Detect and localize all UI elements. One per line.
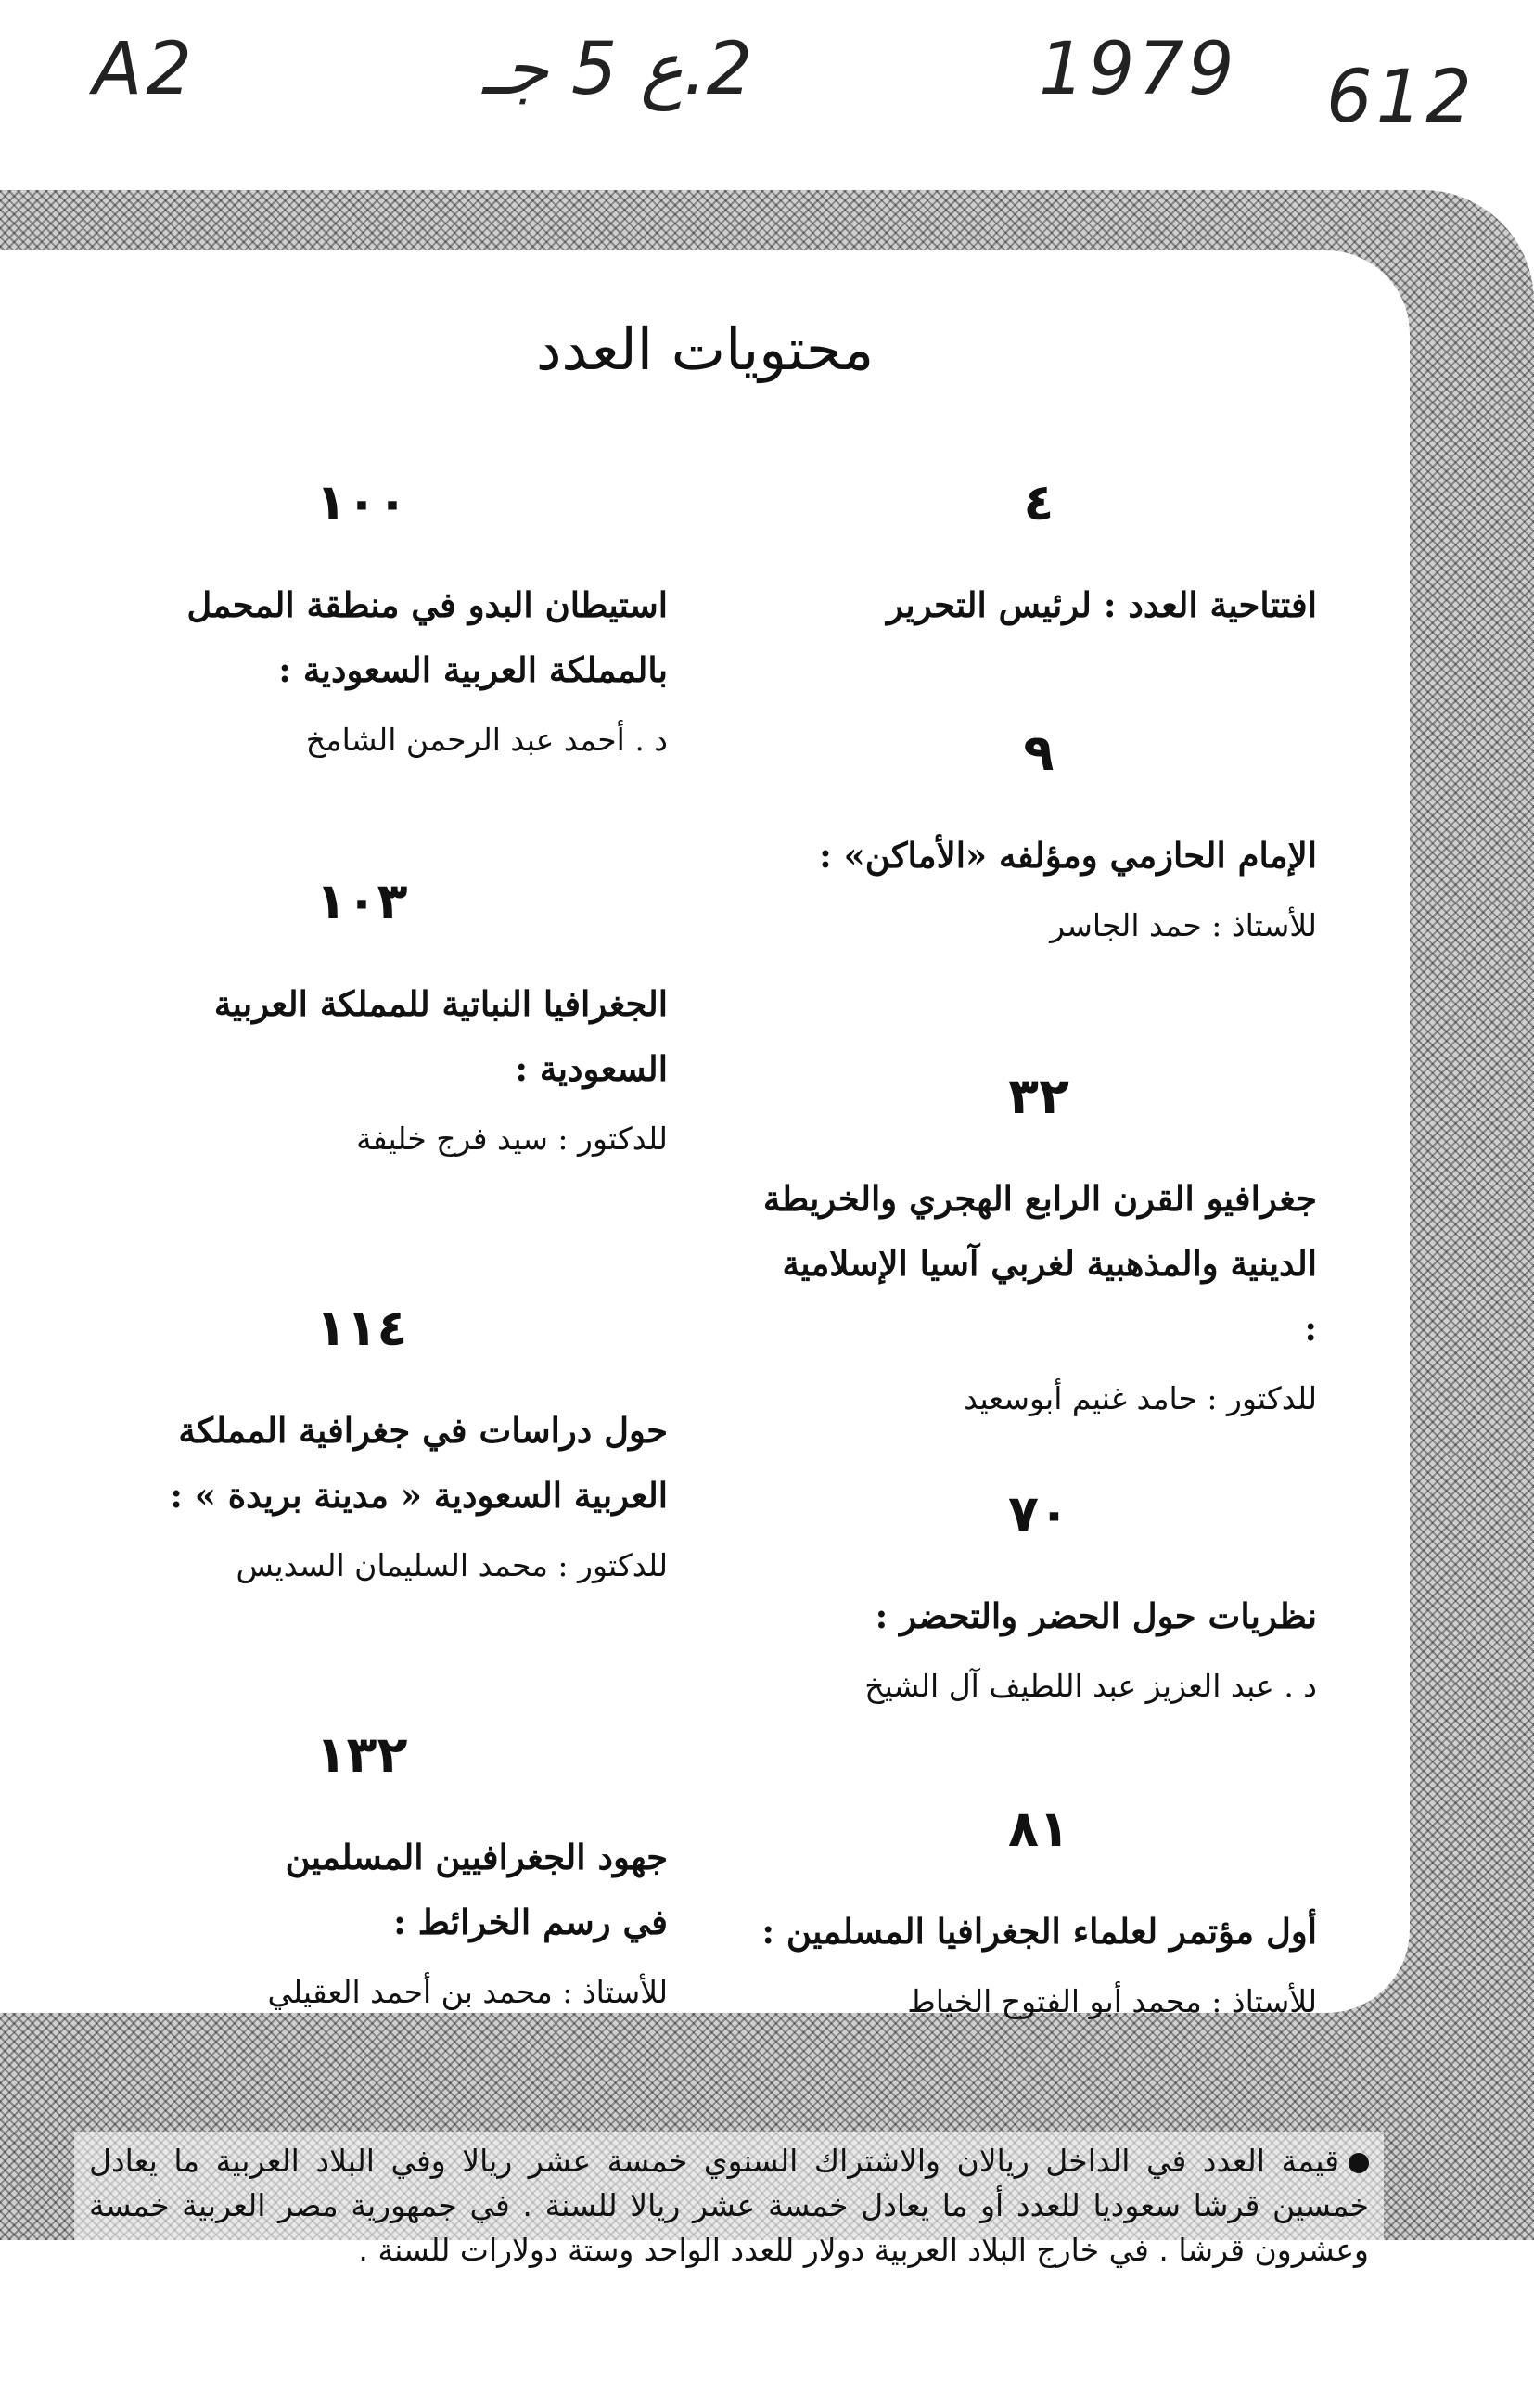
entry-title: الجغرافيا النباتية للمملكة العربية (213, 983, 668, 1024)
bullet-icon (1349, 2153, 1369, 2173)
entry-author: د . عبد العزيز عبد اللطيف آل الشيخ (864, 1668, 1317, 1704)
toc-entry (761, 1484, 1317, 1719)
subscription-notice (74, 2132, 1384, 2280)
entry-title: أول مؤتمر لعلماء الجغرافيا المسلمين : (761, 1911, 1317, 1952)
toc-entry (761, 473, 1317, 637)
entry-title: نظريات حول الحضر والتحضر : (875, 1595, 1317, 1636)
handwritten-note-issue: 2.ع 5 جـ (482, 28, 753, 111)
entry-title: جهود الجغرافيين المسلمين (285, 1837, 668, 1877)
toc-entry (56, 1725, 668, 2025)
toc-entry (761, 724, 1317, 958)
entry-title: جغرافيو القرن الرابع الهجري والخريطة (762, 1178, 1317, 1219)
entry-author: للدكتور : حامد غنيم أبوسعيد (964, 1380, 1317, 1416)
entry-title: افتتاحية العدد : لرئيس التحرير (887, 584, 1317, 625)
page-number: ٣٢ (1008, 1067, 1069, 1125)
toc-entry (56, 1299, 668, 1598)
entry-title: العربية السعودية « مدينة بريدة » : (170, 1475, 668, 1516)
entry-author: للأستاذ : محمد بن أحمد العقيلي (267, 1974, 668, 2010)
entry-author: للدكتور : محمد السليمان السديس (236, 1547, 668, 1583)
page-number: ١١٤ (315, 1299, 408, 1357)
page-number: ٧٠ (1008, 1484, 1069, 1543)
page-number: ١٠٠ (315, 473, 408, 532)
entry-title: الإمام الحازمي ومؤلفه «الأماكن» : (819, 835, 1317, 876)
entry-title: حول دراسات في جغرافية المملكة (178, 1410, 668, 1451)
entry-author: للدكتور : سيد فرج خليفة (356, 1121, 668, 1157)
toc-entry (761, 1800, 1317, 2034)
entry-title: السعودية : (515, 1048, 668, 1089)
entry-author: د . أحمد عبد الرحمن الشامخ (305, 722, 668, 758)
handwritten-note-year: 1979 (1039, 28, 1238, 111)
handwritten-note-left: A2 (93, 28, 196, 111)
page-title: محتويات العدد (535, 315, 875, 383)
page-number: ١٣٢ (315, 1725, 408, 1784)
entry-title: الدينية والمذهبية لغربي آسيا الإسلامية : (782, 1243, 1317, 1349)
toc-entry (761, 1067, 1317, 1431)
entry-title: في رسم الخرائط : (393, 1902, 668, 1942)
entry-title: استيطان البدو في منطقة المحمل (186, 584, 668, 625)
notice-text: قيمة العدد في الداخل ريالان والاشتراك السنوي خمسة عشر ريالا وفي البلاد العربية ما يعادل خمسين قرشا سعوديا للعدد أو ما يعادل خمسة عشر ريالا للسنة . في جمهورية مصر العربية خمسة وعشرون قرشا . في خارج البلاد العربية دولار للعدد الواحد وستة دولارات للسنة . (89, 2143, 1369, 2268)
toc-entry (56, 872, 668, 1172)
page-number: ٨١ (1008, 1800, 1069, 1858)
entry-author: للأستاذ : محمد أبو الفتوح الخياط (907, 1983, 1317, 2019)
page-number: ١٠٣ (315, 872, 408, 930)
page-number: ٩ (1023, 724, 1055, 782)
toc-entry (56, 473, 668, 773)
handwritten-note-page: 612 (1326, 56, 1476, 139)
entry-title: بالمملكة العربية السعودية : (278, 649, 668, 690)
page-number: ٤ (1023, 473, 1055, 532)
entry-author: للأستاذ : حمد الجاسر (1050, 907, 1317, 943)
